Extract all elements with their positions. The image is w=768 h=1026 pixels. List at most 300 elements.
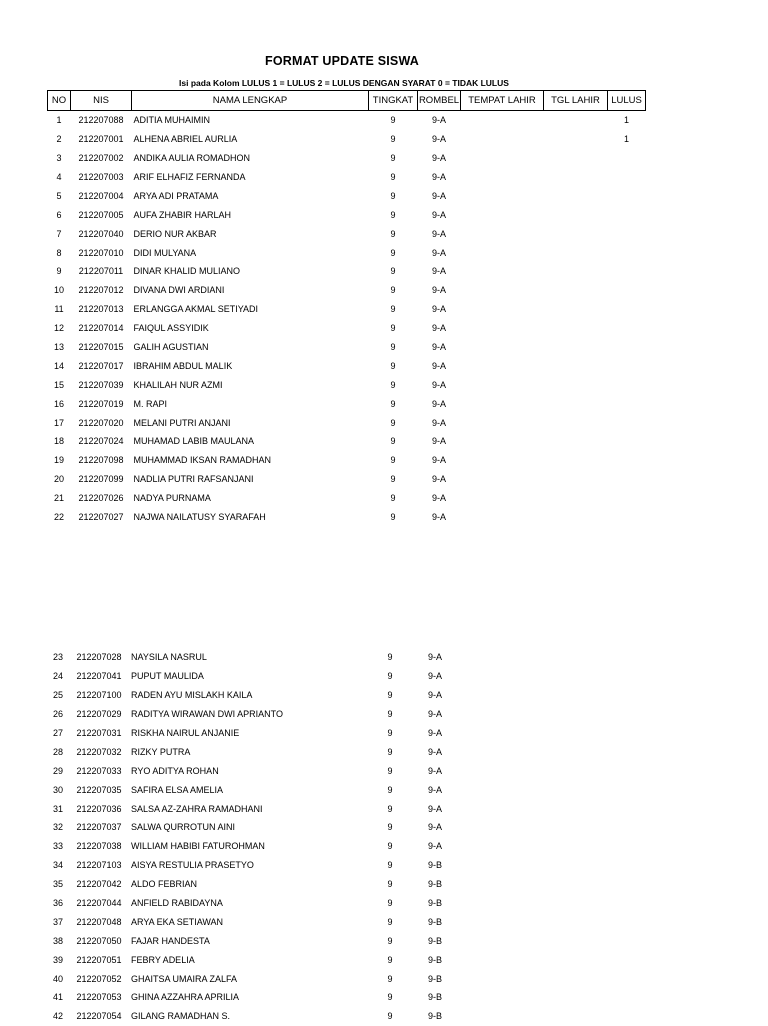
cell-tingkat: 9 — [390, 493, 396, 504]
cell-tingkat: 9 — [387, 916, 393, 927]
cell-no: 5 — [56, 190, 62, 201]
cell-nama-lengkap: RISKHA NAIRUL ANJANIE — [131, 728, 240, 738]
cell-rombel: 9-A — [431, 247, 446, 258]
cell-tgl-lahir — [544, 508, 608, 527]
cell-tgl-lahir — [544, 168, 608, 187]
cell-lulus — [601, 742, 638, 761]
cell-tgl-lahir — [538, 780, 601, 799]
cell-nis: 212207027 — [78, 512, 124, 523]
cell-rombel: 9-A — [427, 784, 442, 795]
cell-lulus — [608, 432, 646, 451]
cell-tingkat: 9 — [390, 360, 396, 371]
cell-no: 29 — [52, 765, 63, 776]
cell-no: 23 — [52, 652, 63, 663]
cell-tingkat: 9 — [387, 784, 393, 795]
cell-nis: 212207026 — [78, 493, 124, 504]
cell-rombel: 9-A — [431, 342, 446, 353]
cell-nama-lengkap: WILLIAM HABIBI FATUROHMAN — [131, 841, 265, 852]
cell-tempat-lahir — [461, 356, 544, 375]
cell-tingkat: 9 — [390, 134, 396, 145]
cell-lulus — [608, 338, 646, 357]
cell-rombel: 9-A — [427, 746, 442, 757]
cell-tgl-lahir — [538, 761, 601, 780]
cell-tempat-lahir — [456, 799, 538, 818]
cell-nama-lengkap: PUPUT MAULIDA — [131, 671, 204, 682]
cell-nama-lengkap: NAJWA NAILATUSY SYARAFAH — [133, 512, 266, 523]
cell-tgl-lahir — [538, 705, 601, 724]
cell-tempat-lahir — [461, 186, 544, 205]
cell-nis: 212207054 — [76, 1011, 122, 1022]
cell-tgl-lahir — [544, 338, 608, 357]
table-row — [47, 988, 638, 1007]
cell-nama-lengkap: DERIO NUR AKBAR — [133, 228, 217, 239]
table-row — [48, 130, 646, 149]
cell-tempat-lahir — [456, 875, 538, 894]
cell-rombel: 9-A — [431, 474, 446, 485]
cell-tingkat: 9 — [390, 379, 396, 390]
cell-tingkat: 9 — [387, 1011, 393, 1022]
cell-lulus — [608, 489, 646, 508]
cell-tempat-lahir — [456, 1007, 538, 1026]
cell-lulus — [608, 470, 646, 489]
cell-nis: 212207098 — [78, 455, 124, 466]
table-row — [47, 705, 638, 724]
cell-no: 25 — [52, 690, 63, 701]
cell-tgl-lahir — [538, 667, 601, 686]
cell-nama-lengkap: GHAITSA UMAIRA ZALFA — [131, 973, 238, 984]
cell-lulus — [601, 686, 638, 705]
cell-rombel: 9-A — [427, 841, 442, 852]
cell-tempat-lahir — [461, 300, 544, 319]
cell-tgl-lahir — [544, 224, 608, 243]
cell-rombel: 9-B — [427, 916, 442, 927]
cell-tgl-lahir — [544, 149, 608, 168]
cell-tgl-lahir — [544, 356, 608, 375]
cell-nis: 212207024 — [78, 436, 124, 447]
cell-lulus — [601, 856, 638, 875]
cell-lulus — [608, 243, 646, 262]
table-row — [47, 950, 638, 969]
cell-tempat-lahir — [461, 205, 544, 224]
cell-tgl-lahir — [538, 875, 601, 894]
cell-nis: 212207029 — [76, 709, 122, 720]
cell-nis: 212207013 — [78, 304, 124, 315]
cell-nama-lengkap: RADITYA WIRAWAN DWI APRIANTO — [131, 709, 284, 720]
cell-tgl-lahir — [538, 724, 601, 743]
cell-lulus — [601, 724, 638, 743]
cell-nama-lengkap: AISYA RESTULIA PRASETYO — [131, 860, 254, 871]
student-table-continued — [47, 648, 638, 1026]
cell-nama-lengkap: ALDO FEBRIAN — [131, 879, 198, 890]
cell-lulus — [608, 205, 646, 224]
table-row — [47, 761, 638, 780]
table-row — [48, 110, 646, 129]
cell-rombel: 9-B — [427, 973, 442, 984]
cell-tingkat: 9 — [387, 822, 393, 833]
cell-rombel: 9-A — [431, 153, 446, 164]
cell-lulus — [601, 799, 638, 818]
table-row — [48, 262, 646, 281]
table-row — [48, 489, 646, 508]
cell-tempat-lahir — [461, 470, 544, 489]
cell-lulus — [601, 818, 638, 837]
cell-tempat-lahir — [456, 705, 538, 724]
cell-tingkat: 9 — [390, 417, 396, 428]
cell-lulus — [601, 780, 638, 799]
cell-lulus — [601, 837, 638, 856]
cell-no: 19 — [53, 455, 64, 466]
cell-nis: 212207020 — [78, 417, 124, 428]
cell-tempat-lahir — [456, 818, 538, 837]
table-row — [48, 149, 646, 168]
cell-no: 27 — [52, 728, 63, 738]
cell-nis: 212207051 — [76, 954, 122, 965]
cell-nis: 212207017 — [78, 360, 124, 371]
cell-nis: 212207001 — [78, 134, 124, 145]
cell-rombel: 9-A — [431, 172, 446, 182]
cell-tgl-lahir — [538, 856, 601, 875]
cell-rombel: 9-A — [431, 115, 446, 126]
cell-tgl-lahir — [544, 281, 608, 300]
table-row — [48, 356, 646, 375]
cell-tgl-lahir — [538, 818, 601, 837]
cell-rombel: 9-A — [431, 266, 446, 277]
table-row — [48, 205, 646, 224]
cell-tingkat: 9 — [387, 803, 393, 814]
cell-nama-lengkap: FAIQUL ASSYIDIK — [133, 323, 209, 334]
cell-tempat-lahir — [456, 761, 538, 780]
cell-nama-lengkap: RIZKY PUTRA — [131, 746, 191, 757]
cell-tempat-lahir — [461, 432, 544, 451]
cell-lulus — [608, 451, 646, 470]
cell-rombel: 9-B — [427, 879, 442, 890]
cell-nis: 212207036 — [76, 803, 122, 814]
cell-lulus — [608, 281, 646, 300]
table-row — [47, 648, 638, 667]
cell-rombel: 9-A — [431, 190, 446, 201]
cell-tempat-lahir — [456, 648, 538, 667]
cell-tingkat: 9 — [390, 455, 396, 466]
header-rombel: ROMBEL — [418, 91, 461, 111]
cell-lulus — [608, 356, 646, 375]
cell-no: 14 — [53, 360, 64, 371]
cell-tempat-lahir — [456, 686, 538, 705]
header-tingkat: TINGKAT — [369, 91, 418, 111]
cell-rombel: 9-B — [427, 1011, 442, 1022]
cell-tgl-lahir — [544, 186, 608, 205]
cell-tempat-lahir — [461, 413, 544, 432]
cell-lulus — [608, 168, 646, 187]
cell-tingkat: 9 — [387, 841, 393, 852]
cell-rombel: 9-A — [427, 709, 442, 720]
cell-tgl-lahir — [538, 648, 601, 667]
cell-rombel: 9-A — [427, 728, 442, 738]
cell-lulus — [601, 950, 638, 969]
cell-nama-lengkap: SALWA QURROTUN AINI — [131, 822, 236, 833]
cell-nis: 212207004 — [78, 190, 124, 201]
cell-tempat-lahir — [456, 856, 538, 875]
cell-tingkat: 9 — [390, 512, 396, 523]
cell-nama-lengkap: ARYA EKA SETIAWAN — [131, 916, 224, 927]
cell-rombel: 9-B — [427, 935, 442, 946]
cell-nis: 212207088 — [78, 115, 124, 126]
cell-tempat-lahir — [456, 988, 538, 1007]
cell-no: 24 — [52, 671, 63, 682]
cell-lulus — [608, 262, 646, 281]
cell-tingkat: 9 — [390, 266, 396, 277]
cell-tgl-lahir — [544, 432, 608, 451]
cell-nama-lengkap: GALIH AGUSTIAN — [133, 342, 209, 353]
cell-tingkat: 9 — [387, 860, 393, 871]
cell-nama-lengkap: ALHENA ABRIEL AURLIA — [133, 134, 238, 145]
cell-lulus — [601, 648, 638, 667]
cell-tgl-lahir — [544, 262, 608, 281]
cell-no: 6 — [56, 209, 62, 220]
cell-nama-lengkap: FAJAR HANDESTA — [131, 935, 210, 946]
cell-nis: 212207033 — [76, 765, 122, 776]
table-row — [47, 931, 638, 950]
cell-nama-lengkap: ADITIA MUHAIMIN — [133, 115, 211, 126]
cell-nama-lengkap: GILANG RAMADHAN S. — [131, 1011, 231, 1022]
cell-tempat-lahir — [456, 837, 538, 856]
cell-nis: 212207035 — [76, 784, 122, 795]
cell-rombel: 9-A — [431, 304, 446, 315]
cell-nis: 212207103 — [76, 860, 122, 871]
cell-no: 20 — [53, 474, 64, 485]
table-row — [48, 168, 646, 187]
cell-tgl-lahir — [538, 912, 601, 931]
cell-tempat-lahir — [461, 375, 544, 394]
cell-tingkat: 9 — [390, 285, 396, 296]
cell-tingkat: 9 — [387, 671, 393, 682]
cell-tingkat: 9 — [390, 247, 396, 258]
cell-tgl-lahir — [544, 300, 608, 319]
cell-no: 10 — [53, 285, 64, 296]
cell-rombel: 9-A — [431, 379, 446, 390]
cell-tgl-lahir — [538, 988, 601, 1007]
table-row — [48, 470, 646, 489]
cell-tempat-lahir — [456, 667, 538, 686]
cell-tgl-lahir — [538, 1007, 601, 1026]
cell-rombel: 9-A — [431, 228, 446, 239]
cell-no: 32 — [52, 822, 63, 833]
cell-tempat-lahir — [461, 489, 544, 508]
cell-lulus — [608, 375, 646, 394]
cell-nama-lengkap: DIDI MULYANA — [133, 247, 197, 258]
cell-rombel: 9-A — [427, 803, 442, 814]
cell-rombel: 9-B — [427, 898, 442, 909]
cell-tgl-lahir — [544, 205, 608, 224]
cell-tingkat: 9 — [390, 209, 396, 220]
cell-nis: 212207052 — [76, 973, 122, 984]
cell-tgl-lahir — [544, 110, 608, 129]
cell-tempat-lahir — [461, 281, 544, 300]
cell-tgl-lahir — [544, 375, 608, 394]
cell-nama-lengkap: NAYSILA NASRUL — [131, 652, 207, 663]
cell-tingkat: 9 — [387, 690, 393, 701]
cell-no: 34 — [52, 860, 63, 871]
cell-tgl-lahir — [544, 319, 608, 338]
cell-tingkat: 9 — [390, 304, 396, 315]
cell-no: 9 — [56, 266, 62, 277]
table-row — [47, 856, 638, 875]
table-row — [47, 799, 638, 818]
table-row — [48, 281, 646, 300]
cell-no: 40 — [52, 973, 63, 984]
cell-rombel: 9-A — [431, 323, 446, 334]
cell-nama-lengkap: ARIF ELHAFIZ FERNANDA — [133, 172, 246, 182]
cell-tempat-lahir — [461, 394, 544, 413]
cell-tgl-lahir — [538, 894, 601, 913]
cell-no: 12 — [53, 323, 64, 334]
cell-tingkat: 9 — [390, 436, 396, 447]
cell-tempat-lahir — [461, 149, 544, 168]
cell-nis: 212207003 — [78, 172, 124, 182]
cell-nama-lengkap: GHINA AZZAHRA APRILIA — [131, 992, 240, 1003]
cell-nis: 212207048 — [76, 916, 122, 927]
cell-no: 26 — [52, 709, 63, 720]
cell-nama-lengkap: ERLANGGA AKMAL SETIYADI — [133, 304, 259, 315]
cell-no: 39 — [52, 954, 63, 965]
cell-lulus — [608, 186, 646, 205]
cell-rombel: 9-A — [427, 822, 442, 833]
cell-lulus — [601, 875, 638, 894]
header-nama-lengkap: NAMA LENGKAP — [132, 91, 369, 111]
table-row — [47, 667, 638, 686]
cell-no: 11 — [54, 304, 64, 315]
cell-lulus — [601, 667, 638, 686]
cell-nis: 212207037 — [76, 822, 122, 833]
cell-rombel: 9-B — [427, 992, 442, 1003]
cell-nama-lengkap: NADLIA PUTRI RAFSANJANI — [133, 474, 254, 485]
cell-nis: 212207014 — [78, 323, 124, 334]
cell-tingkat: 9 — [390, 153, 396, 164]
cell-nama-lengkap: ARYA ADI PRATAMA — [133, 190, 219, 201]
table-row — [47, 969, 638, 988]
cell-tingkat: 9 — [390, 172, 396, 182]
cell-tgl-lahir — [544, 451, 608, 470]
cell-tgl-lahir — [538, 931, 601, 950]
cell-nis: 212207039 — [78, 379, 124, 390]
cell-lulus — [601, 969, 638, 988]
cell-lulus: 1 — [623, 134, 629, 145]
cell-nis: 212207038 — [76, 841, 122, 852]
cell-no: 1 — [56, 115, 62, 126]
cell-tempat-lahir — [461, 130, 544, 149]
cell-tgl-lahir — [544, 130, 608, 149]
table-header-row — [48, 91, 646, 111]
cell-nama-lengkap: DIVANA DWI ARDIANI — [133, 285, 225, 296]
cell-no: 41 — [52, 992, 63, 1003]
cell-rombel: 9-A — [431, 285, 446, 296]
cell-no: 17 — [53, 417, 64, 428]
cell-tingkat: 9 — [390, 474, 396, 485]
cell-lulus — [608, 300, 646, 319]
cell-nama-lengkap: AUFA ZHABIR HARLAH — [133, 209, 232, 220]
cell-tingkat: 9 — [387, 728, 393, 738]
cell-tempat-lahir — [456, 894, 538, 913]
cell-tingkat: 9 — [387, 709, 393, 720]
cell-tempat-lahir — [456, 950, 538, 969]
cell-nis: 212207011 — [78, 266, 124, 277]
table-row — [47, 742, 638, 761]
cell-nis: 212207040 — [78, 228, 124, 239]
cell-no: 16 — [53, 398, 64, 409]
cell-tingkat: 9 — [387, 954, 393, 965]
cell-tempat-lahir — [461, 508, 544, 527]
cell-tgl-lahir — [538, 837, 601, 856]
table-row — [47, 1007, 638, 1026]
cell-nis: 212207005 — [78, 209, 124, 220]
cell-tingkat: 9 — [387, 765, 393, 776]
cell-lulus — [601, 1007, 638, 1026]
cell-tempat-lahir — [456, 742, 538, 761]
cell-tgl-lahir — [544, 489, 608, 508]
cell-tingkat: 9 — [387, 652, 393, 663]
cell-nis: 212207028 — [76, 652, 122, 663]
header-lulus: LULUS — [608, 91, 646, 111]
cell-nis: 212207032 — [76, 746, 122, 757]
cell-tingkat: 9 — [387, 898, 393, 909]
cell-nis: 212207042 — [76, 879, 122, 890]
cell-tgl-lahir — [538, 686, 601, 705]
cell-nis: 212207019 — [78, 398, 124, 409]
cell-nama-lengkap: MELANI PUTRI ANJANI — [133, 417, 231, 428]
cell-nama-lengkap: ANDIKA AULIA ROMADHON — [133, 153, 251, 164]
cell-lulus — [601, 912, 638, 931]
cell-tingkat: 9 — [390, 342, 396, 353]
cell-rombel: 9-A — [431, 436, 446, 447]
cell-tempat-lahir — [456, 724, 538, 743]
cell-nis: 212207002 — [78, 153, 124, 164]
header-nis: NIS — [71, 91, 132, 111]
cell-tempat-lahir — [461, 338, 544, 357]
cell-nama-lengkap: RADEN AYU MISLAKH KAILA — [131, 690, 253, 701]
cell-nama-lengkap: IBRAHIM ABDUL MALIK — [133, 360, 233, 371]
cell-tingkat: 9 — [387, 992, 393, 1003]
table-row — [47, 837, 638, 856]
table-row — [47, 686, 638, 705]
cell-tempat-lahir — [461, 451, 544, 470]
cell-nama-lengkap: NADYA PURNAMA — [133, 493, 211, 504]
cell-tingkat: 9 — [387, 973, 393, 984]
cell-nama-lengkap: SAFIRA ELSA AMELIA — [131, 784, 224, 795]
cell-tingkat: 9 — [390, 323, 396, 334]
cell-tingkat: 9 — [387, 746, 393, 757]
cell-lulus — [608, 319, 646, 338]
cell-nama-lengkap: RYO ADITYA ROHAN — [131, 765, 219, 776]
table-row — [48, 451, 646, 470]
cell-nis: 212207010 — [78, 247, 124, 258]
table-row — [48, 224, 646, 243]
cell-tgl-lahir — [538, 742, 601, 761]
cell-tempat-lahir — [461, 262, 544, 281]
cell-tingkat: 9 — [390, 228, 396, 239]
cell-tingkat: 9 — [390, 398, 396, 409]
cell-nis: 212207099 — [78, 474, 124, 485]
cell-no: 28 — [52, 746, 63, 757]
cell-tgl-lahir — [538, 950, 601, 969]
cell-no: 4 — [56, 172, 62, 182]
cell-nama-lengkap: MUHAMAD LABIB MAULANA — [133, 436, 255, 447]
cell-rombel: 9-A — [431, 493, 446, 504]
table-row — [47, 912, 638, 931]
cell-nama-lengkap: FEBRY ADELIA — [131, 954, 195, 965]
cell-tingkat: 9 — [387, 935, 393, 946]
table-row — [47, 818, 638, 837]
cell-no: 31 — [52, 803, 63, 814]
header-tempat-lahir: TEMPAT LAHIR — [461, 91, 544, 111]
